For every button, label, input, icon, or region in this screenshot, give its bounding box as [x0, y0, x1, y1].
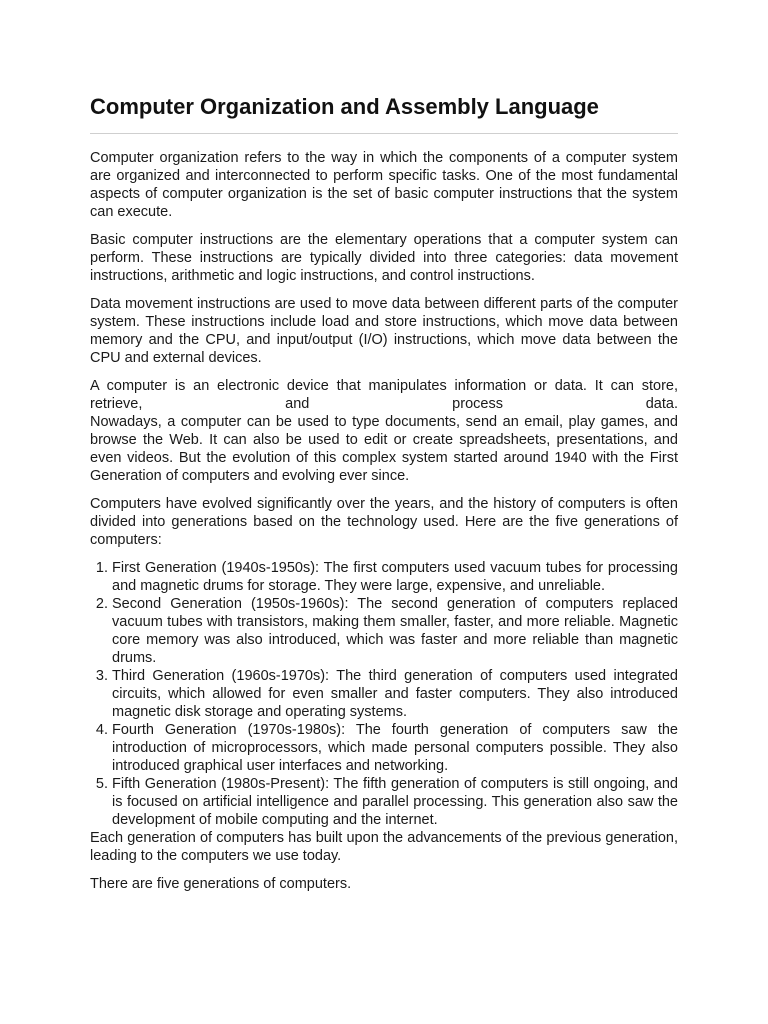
list-item: 4. Fourth Generation (1970s-1980s): The fourth generation of computers saw the introduction of microprocessors, which made personal computers possible. They also introduced graphical user interfaces and networking. [112, 721, 678, 775]
paragraph-computer-definition-line1: A computer is an electronic device that manipulates information or data. It can store, retrieve, and process data. [90, 378, 678, 412]
title-divider [90, 133, 678, 134]
paragraph-computer-definition [90, 377, 678, 485]
paragraph-advancements: Each generation of computers has built upon the advancements of the previous generation, leading to the computers we use today. [90, 830, 678, 864]
paragraph-intro: Computer organization refers to the way in which the components of a computer system are organized and interconnected to perform specific tasks. One of the most fundamental aspects of computer organization is the set of basic computer instructions that the system can execute. [90, 150, 678, 220]
page-title: Computer Organization and Assembly Language [90, 94, 599, 119]
paragraph-closing: There are five generations of computers. [90, 876, 352, 892]
paragraph-computer-definition-rest: Nowadays, a computer can be used to type documents, send an email, play games, and browse the Web. It can also be used to edit or create spreadsheets, presentations, and even videos. But the evolution of this complex system started around 1940 with the First Generation of computers and evolving ever since. [90, 414, 678, 484]
paragraph-data-movement: Data movement instructions are used to move data between different parts of the computer system. These instructions include load and store instructions, which move data between memory and the CPU, and input/output (I/O) instructions, which move data between the CPU and external devices. [90, 296, 678, 366]
list-item: 5. Fifth Generation (1980s-Present): The fifth generation of computers is still ongoing, and is focused on artificial intelligence and parallel processing. This generation also saw the development of mobile computing and the internet. [112, 775, 678, 829]
generations-list [90, 559, 678, 829]
list-item: 2. Second Generation (1950s-1960s): The second generation of computers replaced vacuum tubes with transistors, making them smaller, faster, and more reliable. Magnetic core memory was also introduced, which was faster and more reliable than magnetic drums. [112, 595, 678, 667]
paragraph-generations-intro: Computers have evolved significantly over the years, and the history of computers is often divided into generations based on the technology used. Here are the five generations of computers: [90, 496, 678, 548]
paragraph-basic-instructions: Basic computer instructions are the elementary operations that a computer system can perform. These instructions are typically divided into three categories: data movement instructions, arithmetic and logic instructions, and control instructions. [90, 232, 678, 284]
list-item: 1. First Generation (1940s-1950s): The first computers used vacuum tubes for processing and magnetic drums for storage. They were large, expensive, and unreliable. [112, 559, 678, 595]
list-item: 3. Third Generation (1960s-1970s): The third generation of computers used integrated circuits, which allowed for even smaller and faster computers. They also introduced magnetic disk storage and operating systems. [112, 667, 678, 721]
